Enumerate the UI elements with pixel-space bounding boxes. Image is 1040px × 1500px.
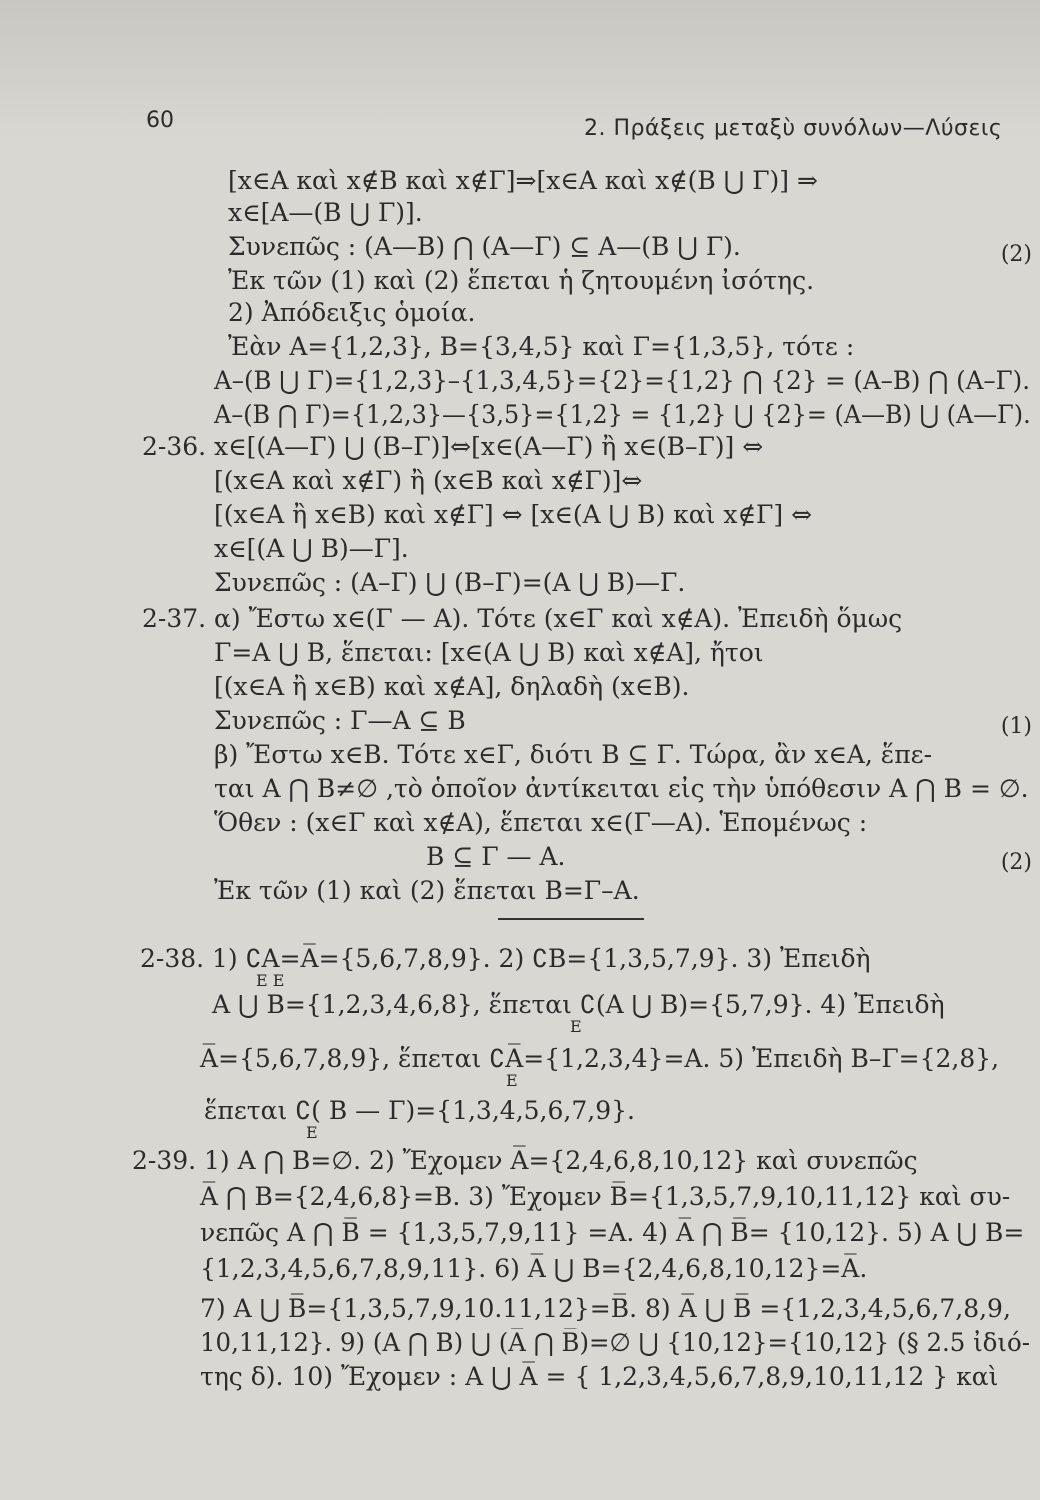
text-line: [x∈A καὶ x∉B καὶ x∉Γ]⇒[x∈A καὶ x∉(B ⋃ Γ)] ⇒ xyxy=(228,166,818,195)
text-line: x∈[(A ⋃ B)—Γ]. xyxy=(214,534,409,563)
text-line: 10,11,12}. 9) (A ⋂ B) ⋃ (A̅ ⋂ B̅)=∅ ⋃ {10,12}={10,12} (§ 2.5 ἰδιό- xyxy=(200,1328,1030,1357)
text-line: Ὅθεν : (x∈Γ καὶ x∉A), ἕπεται x∈(Γ—A). Ἑπομένως : xyxy=(214,808,868,837)
text-line: [(x∈A καὶ x∉Γ) ἢ (x∈B καὶ x∉Γ)]⇔ xyxy=(214,466,643,495)
equation-number: (2) xyxy=(1000,242,1032,267)
text-line: ἕπεται ∁( B — Γ)={1,3,4,5,6,7,9}. xyxy=(204,1096,635,1125)
text-line: 1) A ⋂ B=∅. 2) Ἔχομεν A̅={2,4,6,8,10,12} καὶ συνεπῶς xyxy=(204,1146,918,1175)
text-line: A–(B ⋂ Γ)={1,2,3}—{3,5}={1,2} = {1,2} ⋃ {2}= (A—B) ⋃ (A—Γ). xyxy=(214,400,1031,429)
text-line: 1) ∁A=A̅={5,6,7,8,9}. 2) ∁B={1,3,5,7,9}. 3) Ἐπειδὴ xyxy=(212,944,871,973)
text-line: β) Ἔστω x∈B. Τότε x∈Γ, διότι B ⊆ Γ. Τώρα, ἂν x∈A, ἕπε- xyxy=(214,740,933,769)
text-line: νεπῶς A ⋂ B̅ = {1,3,5,7,9,11} =A. 4) A̅ ⋂ B̅= {10,12}. 5) A ⋃ B= xyxy=(200,1218,1025,1247)
text-line: [(x∈A ἢ x∈B) καὶ x∉Γ] ⇔ [x∈(A ⋃ B) καὶ x∉Γ] ⇔ xyxy=(214,500,813,529)
text-line: Ἐκ τῶν (1) καὶ (2) ἕπεται ἡ ζητουμένη ἰσότης. xyxy=(228,266,815,295)
text-line: της δ). 10) Ἔχομεν : A ⋃ A̅ = { 1,2,3,4,5,6,7,8,9,10,11,12 } καὶ xyxy=(200,1362,999,1391)
text-line: x∈[(A—Γ) ⋃ (B–Γ)]⇔[x∈(A—Γ) ἢ x∈(B–Γ)] ⇔ xyxy=(214,432,764,461)
text-line: Γ=A ⋃ B, ἕπεται: [x∈(A ⋃ B) καὶ x∉A], ἤτοι xyxy=(214,638,764,667)
text-line: A̅={5,6,7,8,9}, ἕπεται ∁A̅={1,2,3,4}=A. 5) Ἐπειδὴ B–Γ={2,8}, xyxy=(200,1044,1000,1073)
exercise-number: 2-37. xyxy=(142,604,207,633)
equation-number: (1) xyxy=(1000,714,1032,739)
text-line: Συνεπῶς : (A—B) ⋂ (A—Γ) ⊆ A—(B ⋃ Γ). xyxy=(228,232,741,261)
text-line: ται A ⋂ B≠∅ ,τὸ ὁποῖον ἀντίκειται εἰς τὴν ὑπόθεσιν A ⋂ B = ∅. xyxy=(214,774,1029,803)
page-number: 60 xyxy=(146,108,174,133)
text-line: Συνεπῶς : (A–Γ) ⋃ (B–Γ)=(A ⋃ B)—Γ. xyxy=(214,568,686,597)
text-line: Ἐὰν A={1,2,3}, B={3,4,5} καὶ Γ={1,3,5}, τότε : xyxy=(228,332,855,361)
text-line: A–(B ⋃ Γ)={1,2,3}–{1,3,4,5}={2}={1,2} ⋂ {2} = (A–B) ⋂ (A–Γ). xyxy=(214,366,1031,395)
exercise-number: 2-36. xyxy=(142,432,207,461)
text-line: [(x∈A ἢ x∈B) καὶ x∉A], δηλαδὴ (x∈B). xyxy=(214,672,690,701)
subscript-line: E E xyxy=(256,971,285,990)
text-line: A̅ ⋂ B={2,4,6,8}=B. 3) Ἔχομεν B̅={1,3,5,7,9,10,11,12} καὶ συ- xyxy=(200,1182,1011,1211)
text-line: α) Ἔστω x∈(Γ — A). Τότε (x∈Γ καὶ x∉A). Ἐπειδὴ ὅμως xyxy=(214,604,903,633)
section-divider xyxy=(498,918,644,920)
text-line: B ⊆ Γ — A. xyxy=(426,842,566,871)
text-line: 2) Ἀπόδειξις ὁμοία. xyxy=(228,298,476,327)
subscript-line: E xyxy=(506,1071,518,1090)
subscript-line: E xyxy=(570,1017,582,1036)
exercise-number: 2-38. xyxy=(140,944,205,973)
text-line: A ⋃ B={1,2,3,4,6,8}, ἕπεται ∁(A ⋃ B)={5,7,9}. 4) Ἐπειδὴ xyxy=(212,990,945,1019)
text-line: Συνεπῶς : Γ—A ⊆ B xyxy=(214,706,466,735)
text-line: 7) A ⋃ B̅={1,3,5,7,9,10.11,12}=B̅. 8) A̅ ⋃ B̅ ={1,2,3,4,5,6,7,8,9, xyxy=(200,1294,1011,1323)
text-line: Ἐκ τῶν (1) καὶ (2) ἕπεται B=Γ–A. xyxy=(214,876,640,905)
exercise-number: 2-39. xyxy=(132,1146,197,1175)
running-header: 2. Πράξεις μεταξὺ συνόλων—Λύσεις xyxy=(584,116,1003,141)
equation-number: (2) xyxy=(1000,850,1032,875)
subscript-line: E xyxy=(306,1123,318,1142)
text-line: x∈[A—(B ⋃ Γ)]. xyxy=(228,198,423,227)
text-line: {1,2,3,4,5,6,7,8,9,11}. 6) A̅ ⋃ B={2,4,6,8,10,12}=A̅. xyxy=(200,1254,868,1283)
